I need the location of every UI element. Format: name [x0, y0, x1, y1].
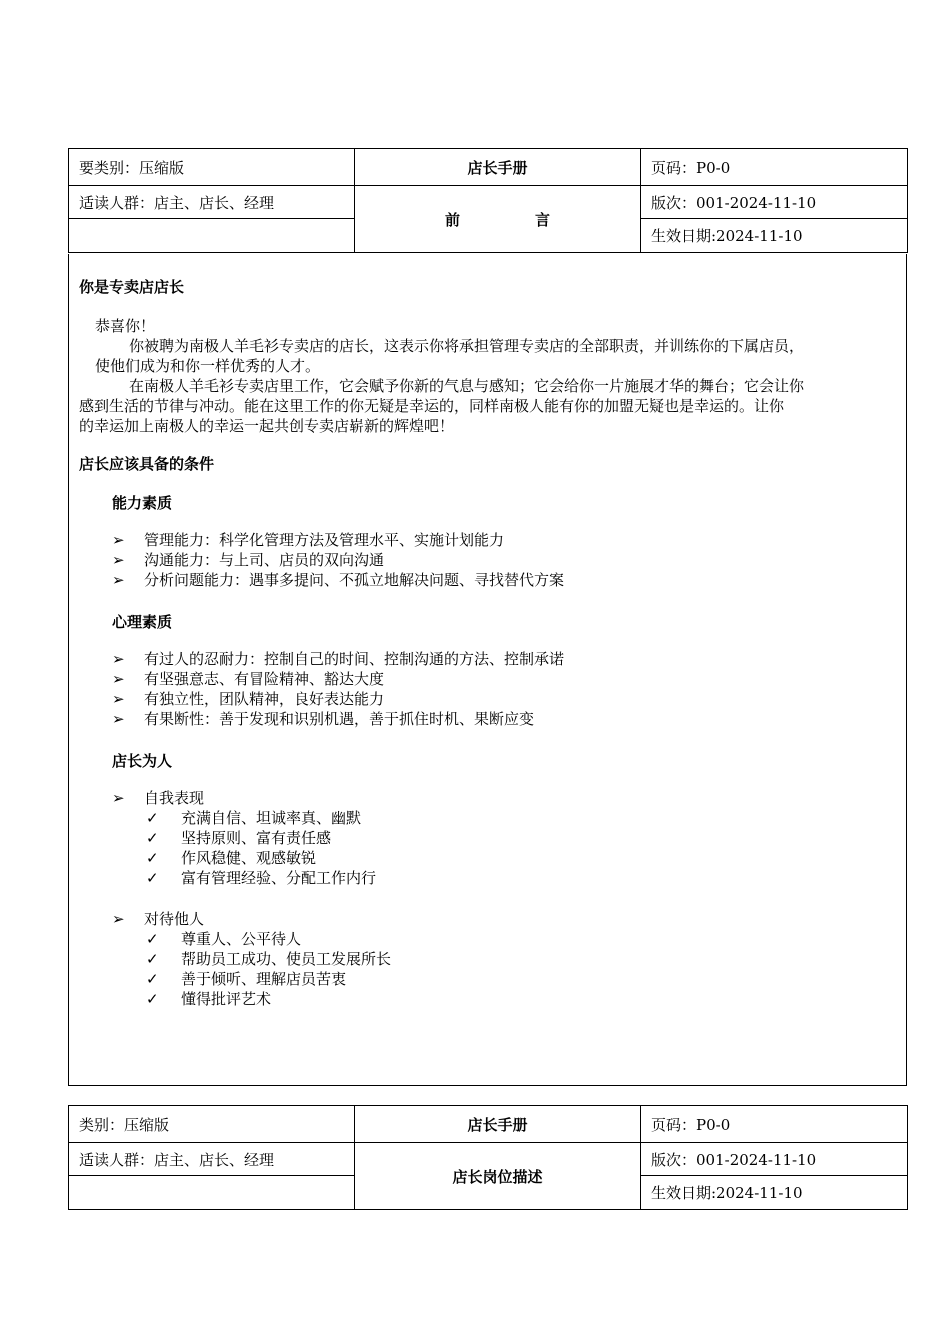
- check-icon: ✓: [146, 950, 159, 968]
- arrow-bullet-icon: ➢: [112, 571, 125, 589]
- character-title: 店长为人: [112, 752, 173, 770]
- treat-others-group: [112, 909, 391, 1009]
- check-icon: ✓: [146, 809, 159, 827]
- conditions-heading: 店长应该具备的条件: [79, 455, 215, 473]
- psychology-title: 心理素质: [112, 613, 173, 631]
- check-icon: ✓: [146, 930, 159, 948]
- header-readers: 适读人群：店主、店长、经理: [69, 186, 355, 219]
- header-title: 店长手册: [355, 149, 641, 186]
- arrow-bullet-icon: ➢: [112, 551, 125, 569]
- header-page-code: 页码：P0-0: [641, 149, 908, 186]
- list-item: ✓ 坚持原则、富有责任感: [146, 829, 332, 847]
- content-box: [68, 254, 907, 1086]
- list-item: ➢ 管理能力：科学化管理方法及管理水平、实施计划能力: [112, 531, 505, 549]
- list-item: ➢ 有独立性，团队精神，良好表达能力: [112, 690, 385, 708]
- list-item: ✓ 尊重人、公平待人: [146, 930, 302, 948]
- document-header-table-2: [68, 1105, 908, 1210]
- intro-heading: 你是专卖店店长: [79, 278, 185, 296]
- arrow-bullet-icon: ➢: [112, 710, 125, 728]
- self-performance-group: [112, 788, 376, 888]
- ability-title: 能力素质: [112, 494, 173, 512]
- header-category: 要类别：压缩版: [69, 149, 355, 186]
- arrow-bullet-icon: ➢: [112, 690, 125, 708]
- intro-para2-line2: 感到生活的节律与冲动。能在这里工作的你无疑是幸运的，同样南极人能有你的加盟无疑也是幸运的。让你: [79, 397, 785, 415]
- header-readers: 适读人群：店主、店长、经理: [69, 1143, 355, 1176]
- list-item: ✓ 作风稳健、观感敏锐: [146, 849, 317, 867]
- list-item: ➢ 有坚强意志、有冒险精神、豁达大度: [112, 670, 385, 688]
- header-section: 前 言: [355, 186, 641, 253]
- check-icon: ✓: [146, 829, 159, 847]
- header-empty-cell: [69, 219, 355, 253]
- list-item: ✓ 富有管理经验、分配工作内行: [146, 869, 377, 887]
- header-effective-date: 生效日期:2024-11-10: [641, 1176, 908, 1210]
- list-item: ➢ 自我表现: [112, 789, 205, 807]
- list-item: ✓ 懂得批评艺术: [146, 990, 272, 1008]
- arrow-bullet-icon: ➢: [112, 670, 125, 688]
- header-version: 版次：001-2024-11-10: [641, 186, 908, 219]
- intro-para2-line3: 的幸运加上南极人的幸运一起共创专卖店崭新的辉煌吧！: [79, 417, 455, 435]
- header-page-code: 页码：P0-0: [641, 1106, 908, 1143]
- list-item: ➢ 对待他人: [112, 910, 205, 928]
- header-section: 店长岗位描述: [355, 1143, 641, 1210]
- list-item: ➢ 有过人的忍耐力：控制自己的时间、控制沟通的方法、控制承诺: [112, 650, 565, 668]
- list-item: ➢ 沟通能力：与上司、店员的双向沟通: [112, 551, 385, 569]
- intro-para1-line2: 使他们成为和你一样优秀的人才。: [95, 357, 321, 375]
- psychology-list: [112, 649, 564, 729]
- intro-para1-line1: 你被聘为南极人羊毛衫专卖店的店长，这表示你将承担管理专卖店的全部职责，并训练你的下属店员，: [129, 337, 805, 355]
- header-empty-cell: [69, 1176, 355, 1210]
- list-item: ➢ 分析问题能力：遇事多提问、不孤立地解决问题、寻找替代方案: [112, 571, 565, 589]
- check-icon: ✓: [146, 849, 159, 867]
- header-effective-date: 生效日期:2024-11-10: [641, 219, 908, 253]
- list-item: ✓ 帮助员工成功、使员工发展所长: [146, 950, 392, 968]
- check-icon: ✓: [146, 970, 159, 988]
- list-item: ✓ 善于倾听、理解店员苦衷: [146, 970, 347, 988]
- list-item: ➢ 有果断性：善于发现和识别机遇，善于抓住时机、果断应变: [112, 710, 535, 728]
- ability-list: [112, 530, 564, 590]
- list-item: ✓ 充满自信、坦诚率真、幽默: [146, 809, 362, 827]
- header-category: 类别：压缩版: [69, 1106, 355, 1143]
- header-title: 店长手册: [355, 1106, 641, 1143]
- arrow-bullet-icon: ➢: [112, 789, 125, 807]
- intro-greeting: 恭喜你！: [95, 317, 156, 335]
- arrow-bullet-icon: ➢: [112, 650, 125, 668]
- arrow-bullet-icon: ➢: [112, 531, 125, 549]
- document-header-table: [68, 148, 908, 253]
- check-icon: ✓: [146, 990, 159, 1008]
- check-icon: ✓: [146, 869, 159, 887]
- header-version: 版次：001-2024-11-10: [641, 1143, 908, 1176]
- arrow-bullet-icon: ➢: [112, 910, 125, 928]
- intro-para2-line1: 在南极人羊毛衫专卖店里工作，它会赋予你新的气息与感知；它会给你一片施展才华的舞台；它会让你: [129, 377, 805, 395]
